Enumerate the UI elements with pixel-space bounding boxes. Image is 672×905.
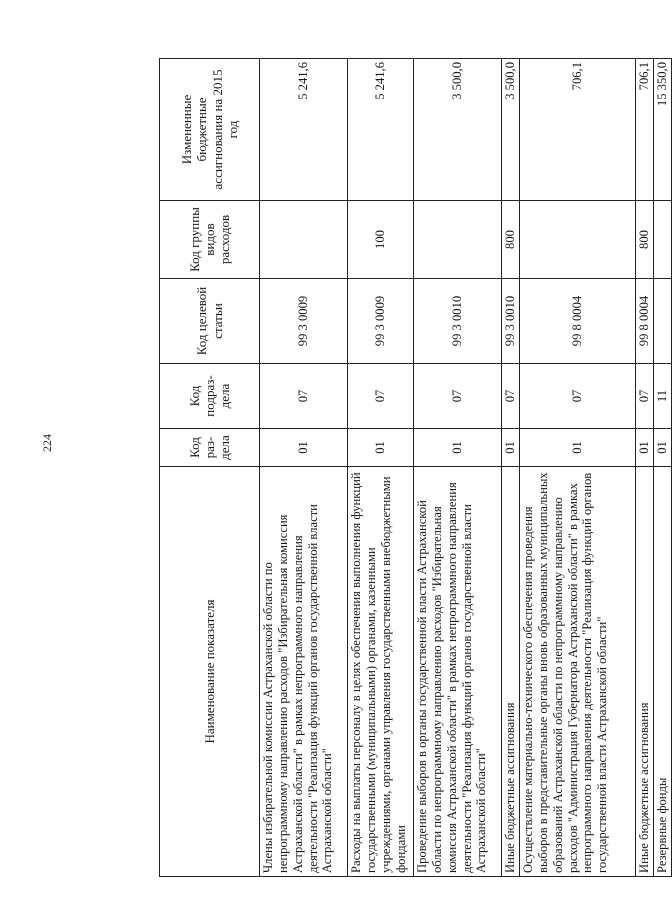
row-sum: 5 241,6 bbox=[348, 59, 414, 201]
row-razdel: 01 bbox=[520, 429, 636, 467]
row-name: Проведение выборов в органы государственной власти Астраханской области по непрограммному направлению расходов "Избирательная комиссия Астраханской области" в рамках непрограммного направления деятельности "Реализация функций органов государственной власти Астраханской области" bbox=[414, 467, 502, 877]
header-razdel: Код раз-дела bbox=[160, 429, 260, 467]
row-podrazdel: 07 bbox=[414, 364, 502, 429]
row-group bbox=[260, 201, 348, 279]
row-sum: 706,1 bbox=[520, 59, 636, 201]
row-group: 100 bbox=[348, 201, 414, 279]
table-row bbox=[414, 59, 502, 877]
table-row bbox=[348, 59, 414, 877]
row-target: 99 3 0009 bbox=[348, 279, 414, 364]
row-name: Иные бюджетные ассигнования bbox=[636, 467, 654, 877]
row-razdel: 01 bbox=[502, 429, 520, 467]
header-group: Код группы видов расходов bbox=[160, 201, 260, 279]
page-number: 224 bbox=[40, 434, 54, 452]
row-razdel: 01 bbox=[348, 429, 414, 467]
row-podrazdel: 07 bbox=[260, 364, 348, 429]
row-razdel: 01 bbox=[260, 429, 348, 467]
row-group: 800 bbox=[636, 201, 654, 279]
row-podrazdel: 11 bbox=[654, 364, 672, 429]
row-sum: 3 500,0 bbox=[414, 59, 502, 201]
row-razdel: 01 bbox=[636, 429, 654, 467]
row-target bbox=[654, 279, 672, 364]
row-target: 99 8 0004 bbox=[520, 279, 636, 364]
row-podrazdel: 07 bbox=[636, 364, 654, 429]
row-group bbox=[654, 201, 672, 279]
header-sum: Измененные бюджетные ассигнования на 2015 год bbox=[160, 59, 260, 201]
row-sum: 3 500,0 bbox=[502, 59, 520, 201]
table-row bbox=[260, 59, 348, 877]
header-row bbox=[160, 59, 260, 877]
row-name: Резервные фонды bbox=[654, 467, 672, 877]
row-target: 99 8 0004 bbox=[636, 279, 654, 364]
header-podrazdel: Код подраз-дела bbox=[160, 364, 260, 429]
row-razdel: 01 bbox=[414, 429, 502, 467]
budget-table bbox=[159, 58, 672, 877]
header-name: Наименование показателя bbox=[160, 467, 260, 877]
row-name: Члены избирательной комиссии Астраханской области по непрограммному направлению расходов "Избирательная комиссия Астраханской области" в рамках непрограммного направления деятельности "Реализация функций органов государственной власти Астраханской области" bbox=[260, 467, 348, 877]
rotated-table-wrapper bbox=[159, 59, 670, 877]
row-group bbox=[520, 201, 636, 279]
table-row bbox=[520, 59, 636, 877]
row-sum: 15 350,0 bbox=[654, 59, 672, 201]
table-row bbox=[654, 59, 672, 877]
header-target: Код целевой статьи bbox=[160, 279, 260, 364]
row-sum: 706,1 bbox=[636, 59, 654, 201]
row-group bbox=[414, 201, 502, 279]
row-target: 99 3 0010 bbox=[502, 279, 520, 364]
row-podrazdel: 07 bbox=[520, 364, 636, 429]
row-podrazdel: 07 bbox=[348, 364, 414, 429]
row-name: Иные бюджетные ассигнования bbox=[502, 467, 520, 877]
table-row bbox=[502, 59, 520, 877]
row-group: 800 bbox=[502, 201, 520, 279]
table-row bbox=[636, 59, 654, 877]
row-name: Осуществление материально-технического обеспечения проведения выборов в представительные органы вновь образованных муниципальных образований Астраханской области по непрограммному направлению расходов "Администрация Губернатора Астраханской области" в рамках непрограммного направления деятельности "Реализация функций органов государственной власти Астраханской области" bbox=[520, 467, 636, 877]
row-target: 99 3 0010 bbox=[414, 279, 502, 364]
row-podrazdel: 07 bbox=[502, 364, 520, 429]
row-name: Расходы на выплаты персоналу в целях обеспечения выполнения функций государственными (муниципальными) органами, казенными учреждениями, органами управления государственными внебюджетными фондами bbox=[348, 467, 414, 877]
row-target: 99 3 0009 bbox=[260, 279, 348, 364]
row-sum: 5 241,6 bbox=[260, 59, 348, 201]
row-razdel: 01 bbox=[654, 429, 672, 467]
